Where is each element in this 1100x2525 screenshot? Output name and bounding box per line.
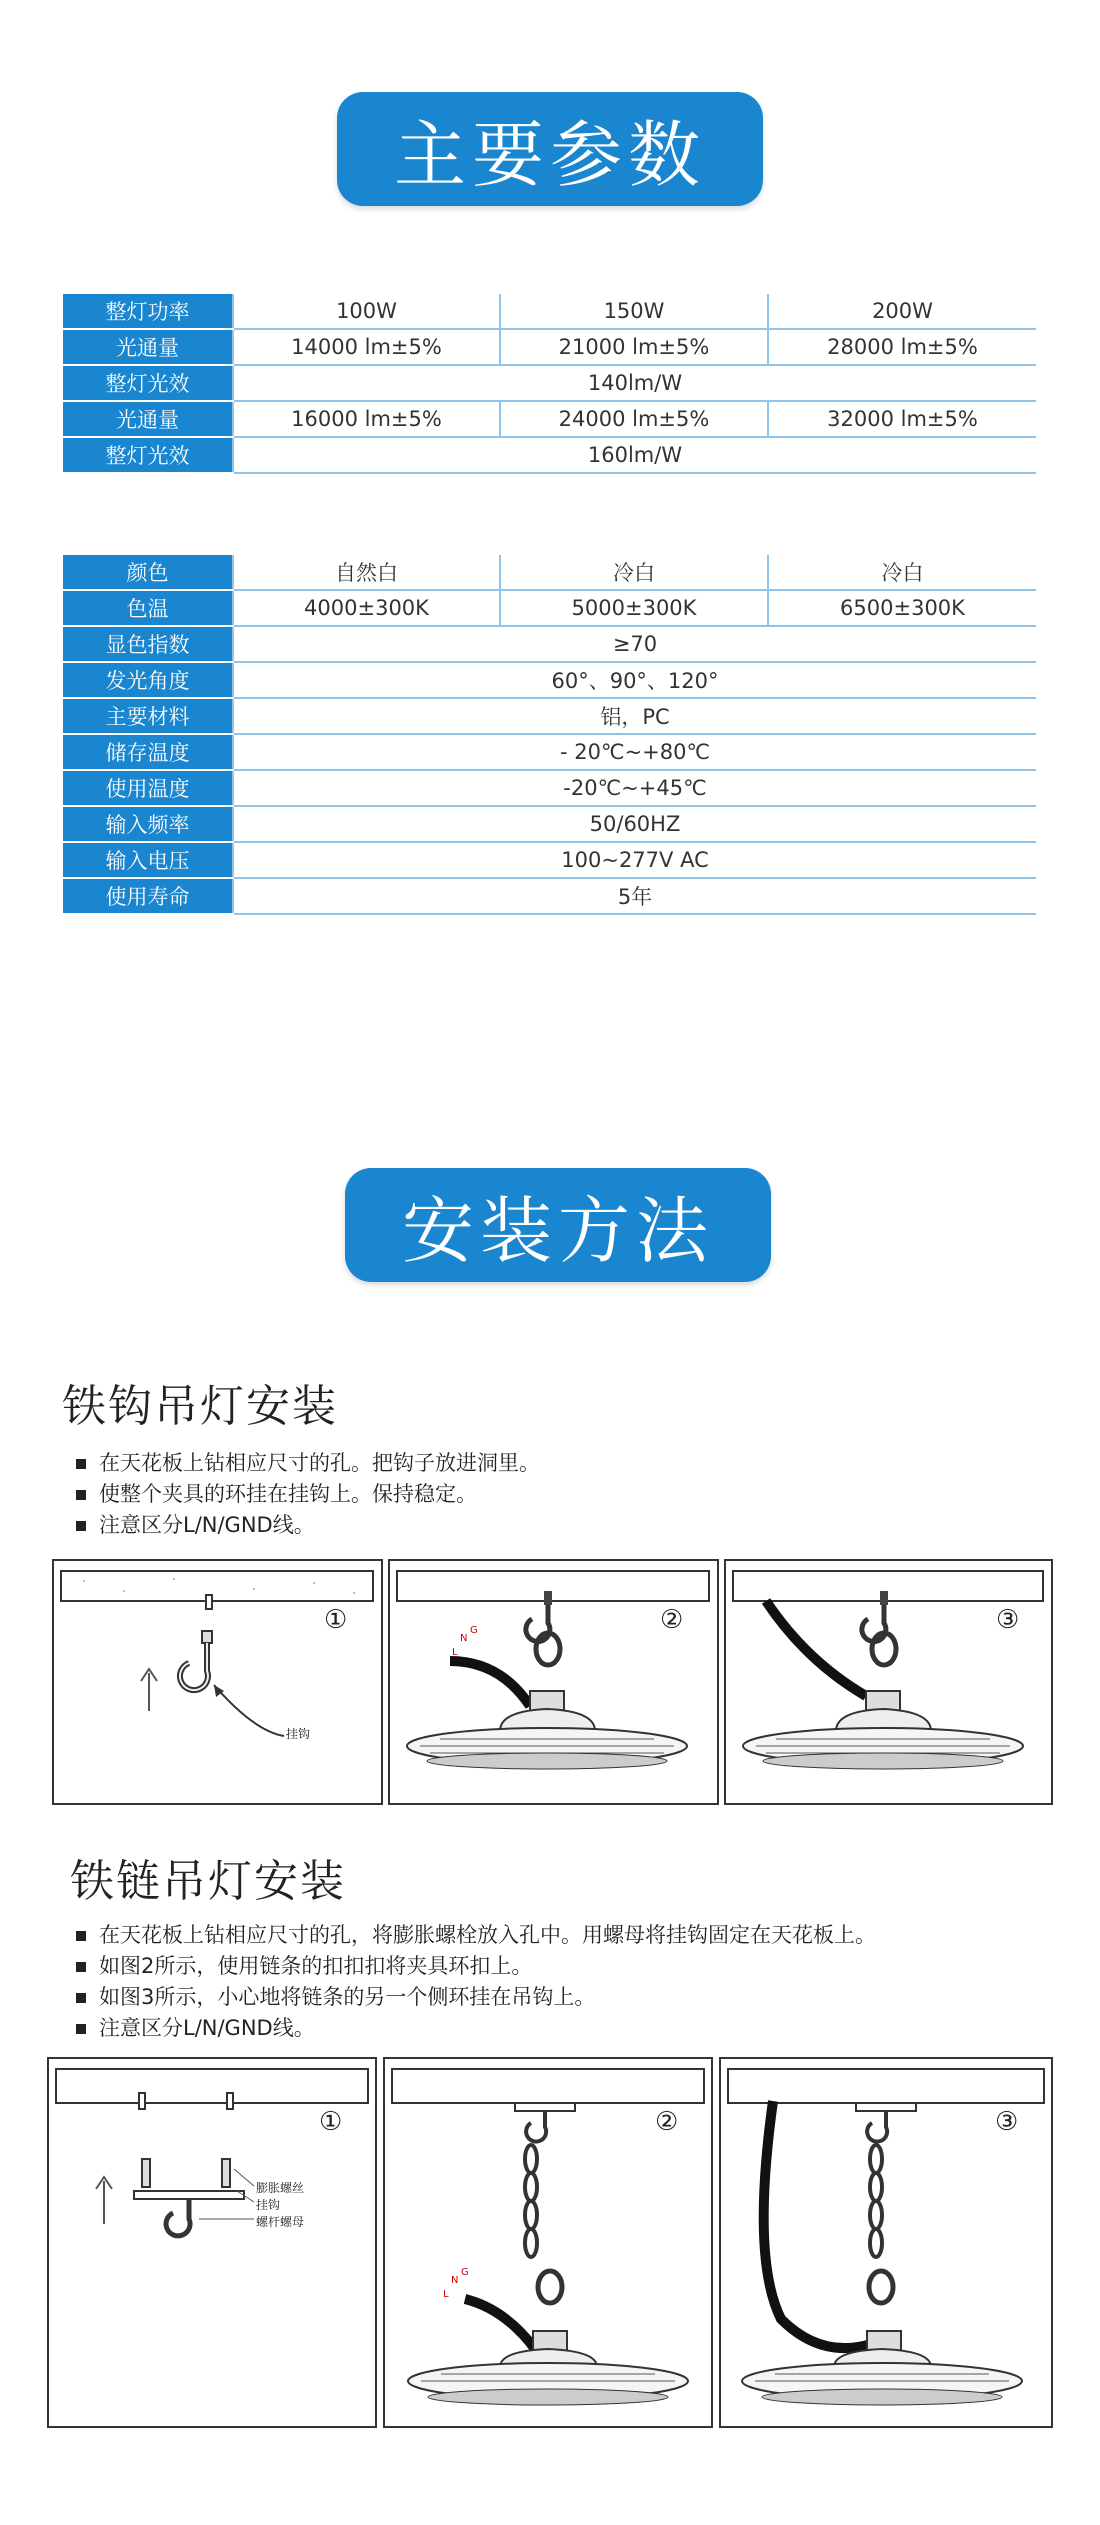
step-text: 如图2所示，使用链条的扣扣扣将夹具环扣上。 — [99, 1954, 533, 1978]
wire-label-g: G — [461, 2267, 469, 2278]
table-row — [63, 626, 1036, 662]
step-number: ② — [655, 2107, 679, 2137]
nut-label: 螺杆螺母 — [256, 2215, 305, 2229]
chain-step-1-diagram — [47, 2057, 377, 2428]
table-cell: 150W — [500, 294, 768, 329]
table-cell: 5000±300K — [500, 590, 768, 626]
row-label: 发光角度 — [63, 662, 233, 698]
step-number: ② — [660, 1605, 684, 1635]
expansion-screw-label: 膨胀螺丝 — [256, 2181, 305, 2195]
row-label: 输入频率 — [63, 806, 233, 842]
step-text: 注意区分L/N/GND线。 — [99, 2016, 315, 2040]
list-item — [76, 1448, 540, 1479]
table-row — [63, 365, 1036, 401]
bullet-square-icon — [76, 1993, 86, 2003]
table-row — [63, 734, 1036, 770]
table-cell: 200W — [768, 294, 1036, 329]
step-text: 如图3所示，小心地将链条的另一个侧环挂在吊钩上。 — [99, 1985, 596, 2009]
row-label: 显色指数 — [63, 626, 233, 662]
list-item — [76, 1982, 876, 2013]
bullet-square-icon — [76, 2024, 86, 2034]
hook-step-2-diagram — [388, 1559, 719, 1805]
list-item — [76, 2013, 876, 2044]
table-cell: 14000 lm±5% — [233, 329, 500, 365]
table-row — [63, 698, 1036, 734]
table-cell: 5年 — [233, 878, 1036, 914]
table-cell: 21000 lm±5% — [500, 329, 768, 365]
table-cell: 50/60HZ — [233, 806, 1036, 842]
wire-label-n: N — [451, 2275, 459, 2286]
bullet-square-icon — [76, 1490, 86, 1500]
wire-label-l: L — [443, 2289, 449, 2300]
hook-label: 挂钩 — [256, 2198, 281, 2212]
table-cell: 28000 lm±5% — [768, 329, 1036, 365]
table-row — [63, 437, 1036, 473]
table-cell: 16000 lm±5% — [233, 401, 500, 437]
table-cell: 冷白 — [768, 555, 1036, 590]
table-cell: 100~277V AC — [233, 842, 1036, 878]
table-row — [63, 590, 1036, 626]
table-row — [63, 842, 1036, 878]
table-cell: 140lm/W — [233, 365, 1036, 401]
table-cell: 自然白 — [233, 555, 500, 590]
table-row — [63, 770, 1036, 806]
step-text: 注意区分L/N/GND线。 — [99, 1513, 315, 1537]
row-label: 输入电压 — [63, 842, 233, 878]
table-row — [63, 878, 1036, 914]
row-label: 色温 — [63, 590, 233, 626]
hook-step-3-illustration — [726, 1561, 1051, 1803]
row-label: 储存温度 — [63, 734, 233, 770]
chain-install-heading: 铁链吊灯安装 — [70, 1856, 346, 1907]
spec-table-power — [63, 294, 1036, 474]
step-number: ① — [319, 2107, 343, 2137]
chain-step-3-diagram — [719, 2057, 1053, 2428]
step-text: 使整个夹具的环挂在挂钩上。保持稳定。 — [99, 1482, 477, 1506]
table-cell: 60°、90°、120° — [233, 662, 1036, 698]
table-cell: - 20℃~+80℃ — [233, 734, 1036, 770]
hook-step-3-diagram — [724, 1559, 1053, 1805]
row-label: 使用寿命 — [63, 878, 233, 914]
row-label: 使用温度 — [63, 770, 233, 806]
table-cell: 6500±300K — [768, 590, 1036, 626]
table-cell: 冷白 — [500, 555, 768, 590]
row-label: 整灯光效 — [63, 437, 233, 473]
section-title-main-params: 主要参数 — [337, 92, 763, 206]
list-item — [76, 1479, 540, 1510]
spec-table-general — [63, 555, 1036, 915]
table-row — [63, 401, 1036, 437]
table-cell: 24000 lm±5% — [500, 401, 768, 437]
hook-step-1-illustration — [54, 1561, 381, 1803]
table-cell: 4000±300K — [233, 590, 500, 626]
row-label: 主要材料 — [63, 698, 233, 734]
hook-install-steps — [76, 1448, 540, 1541]
list-item — [76, 1510, 540, 1541]
bullet-square-icon — [76, 1459, 86, 1469]
bullet-square-icon — [76, 1962, 86, 1972]
table-cell: 100W — [233, 294, 500, 329]
table-cell: 32000 lm±5% — [768, 401, 1036, 437]
table-row — [63, 662, 1036, 698]
table-cell: 铝，PC — [233, 698, 1036, 734]
wire-label-n: N — [460, 1633, 468, 1644]
bullet-square-icon — [76, 1931, 86, 1941]
row-label: 光通量 — [63, 401, 233, 437]
table-cell: 160lm/W — [233, 437, 1036, 473]
table-row — [63, 555, 1036, 590]
hook-label: 挂钩 — [286, 1727, 311, 1741]
row-label: 整灯光效 — [63, 365, 233, 401]
row-label: 光通量 — [63, 329, 233, 365]
chain-install-steps — [76, 1920, 876, 2044]
wire-label-l: L — [452, 1647, 458, 1658]
bullet-square-icon — [76, 1521, 86, 1531]
section-title-installation: 安装方法 — [345, 1168, 771, 1282]
step-number: ③ — [996, 1605, 1020, 1635]
table-cell: ≥70 — [233, 626, 1036, 662]
step-text: 在天花板上钻相应尺寸的孔。把钩子放进洞里。 — [99, 1451, 540, 1475]
table-cell: -20℃~+45℃ — [233, 770, 1036, 806]
table-row — [63, 294, 1036, 329]
hook-step-1-diagram — [52, 1559, 383, 1805]
step-number: ③ — [995, 2107, 1019, 2137]
table-row — [63, 806, 1036, 842]
hook-install-heading: 铁钩吊灯安装 — [62, 1381, 338, 1432]
list-item — [76, 1951, 876, 1982]
step-number: ① — [324, 1605, 348, 1635]
wire-label-g: G — [470, 1625, 478, 1636]
table-row — [63, 329, 1036, 365]
step-text: 在天花板上钻相应尺寸的孔，将膨胀螺栓放入孔中。用螺母将挂钩固定在天花板上。 — [99, 1923, 876, 1947]
hook-step-2-illustration — [390, 1561, 717, 1803]
list-item — [76, 1920, 876, 1951]
row-label: 颜色 — [63, 555, 233, 590]
row-label: 整灯功率 — [63, 294, 233, 329]
chain-step-2-diagram — [383, 2057, 713, 2428]
